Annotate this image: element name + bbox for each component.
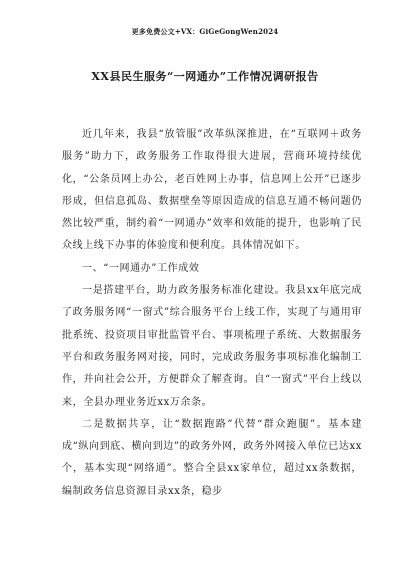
section-heading: 一、“一网通办”工作成效 <box>82 262 200 274</box>
document-title: XX县民生服务“一网通办”工作情况调研报告 <box>91 70 319 83</box>
paragraph-data-sharing: 二是数据共享，让“数据跑路”代替“群众跑腿”。基本建成“纵向到底、横向到边”的政务外网，政务外网接入单位已达xx个，基本实现“网络通”。整合全县xx家单位，超过xx条数据，编制政务信息资源目录xx条，稳步 <box>62 418 362 497</box>
header-note: 更多免费公文+VX：GiGeGongWen2024 <box>131 27 279 36</box>
paragraph-intro: 近几年来，我县“放管服”改革纵深推进，在“互联网＋政务服务”助力下，政务服务工作取得很大进展，营商环境持续优化，“公条员网上办公，老百姓网上办事，信息网上公开”已逐步形成，但信息孤岛、数据壁垒等原因造成的信息互通不畅问题仍然比较严重，制约着“一网通办”效率和效能的提升，也影响了民众线上线下办事的体验度和便利度。具体情况如下。 <box>62 129 362 252</box>
paragraph-platform: 一是搭建平台，助力政务服务标准化建设。我县xx年底完成了政务服务网“一窗式”综合服务平台上线工作，实现了与通用审批系统、投资项目审批监管平台、事项梳理子系统、大数据服务平台和政务服务网对接，同时，完成政务服务事项标准化编制工作，并向社会公开，方便群众了解查询。自“一窗式”平台上线以来，全县办理业务近xx万余条。 <box>62 285 362 408</box>
document-body <box>62 124 362 503</box>
